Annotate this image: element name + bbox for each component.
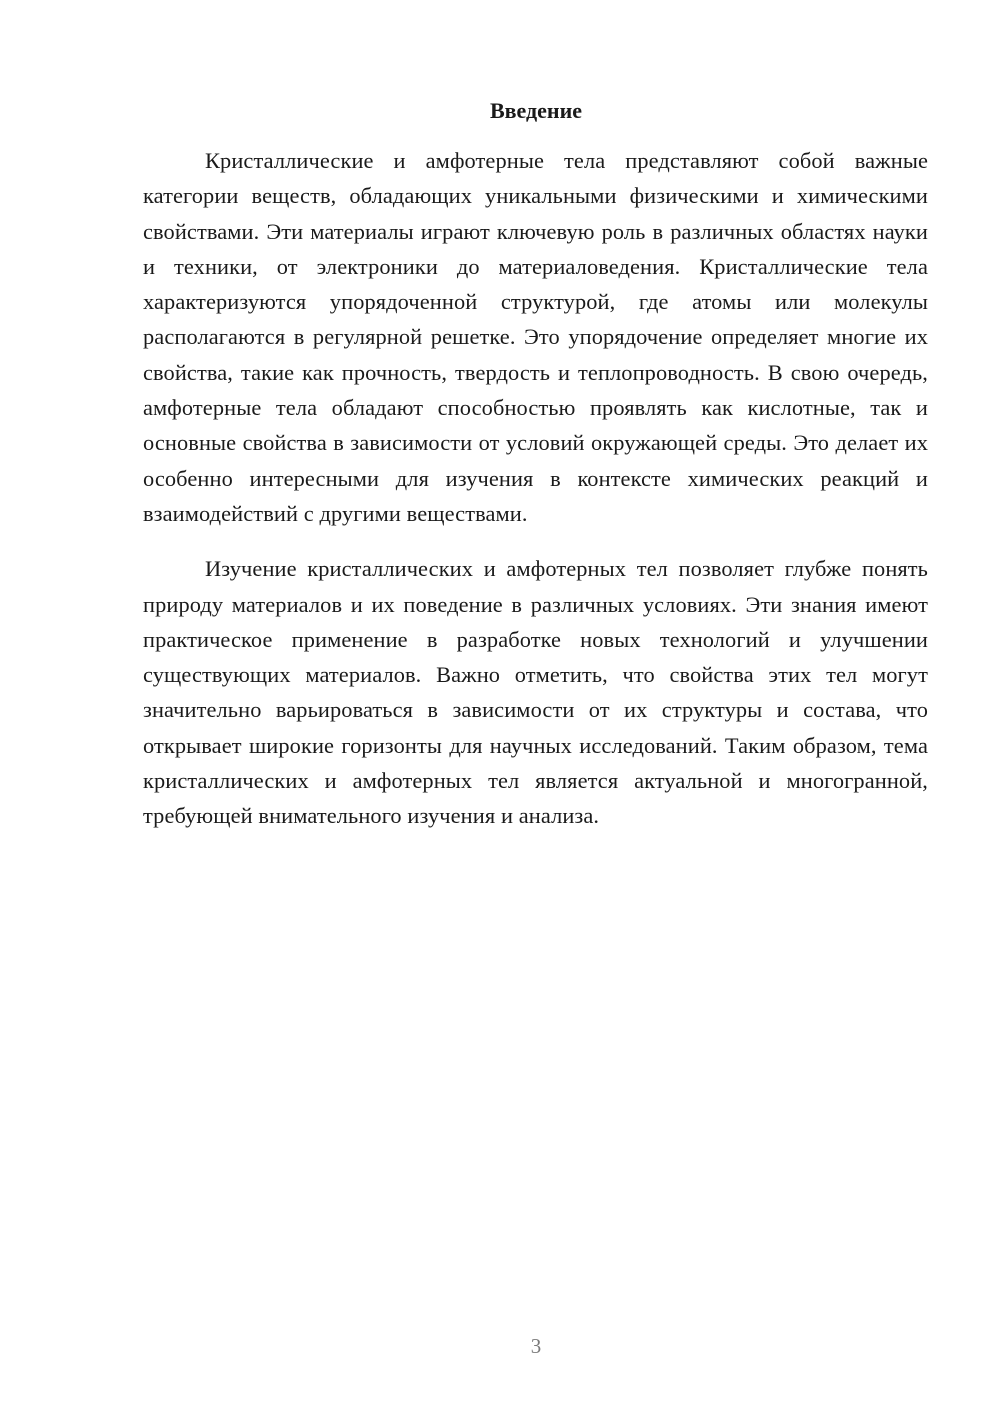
paragraph-1: Кристаллические и амфотерные тела представляют собой важные категории веществ, обладающих уникальными физическими и химическими свойствами. Эти материалы играют ключевую роль в различных областях науки и техники, от электроники до материаловедения. Кристаллические тела характеризуются упорядоченной структурой, где атомы или молекулы располагаются в регулярной решетке. Это упорядочение определяет многие их свойства, такие как прочность, твердость и теплопроводность. В свою очередь, амфотерные тела обладают способностью проявлять как кислотные, так и основные свойства в зависимости от условий окружающей среды. Это делает их особенно интересными для изучения в контексте химических реакций и взаимодействий с другими веществами.: [143, 148, 928, 526]
paragraph-2: Изучение кристаллических и амфотерных тел позволяет глубже понять природу материалов и их поведение в различных условиях. Эти знания имеют практическое применение в разработке новых технологий и улучшении существующих материалов. Важно отметить, что свойства этих тел могут значительно варьироваться в зависимости от их структуры и состава, что открывает широкие горизонты для научных исследований. Таким образом, тема кристаллических и амфотерных тел является актуальной и многогранной, требующей внимательного изучения и анализа.: [143, 556, 928, 829]
page-title: Введение: [489, 98, 583, 123]
document-body: [143, 143, 928, 834]
page-number: 3: [530, 1334, 542, 1358]
